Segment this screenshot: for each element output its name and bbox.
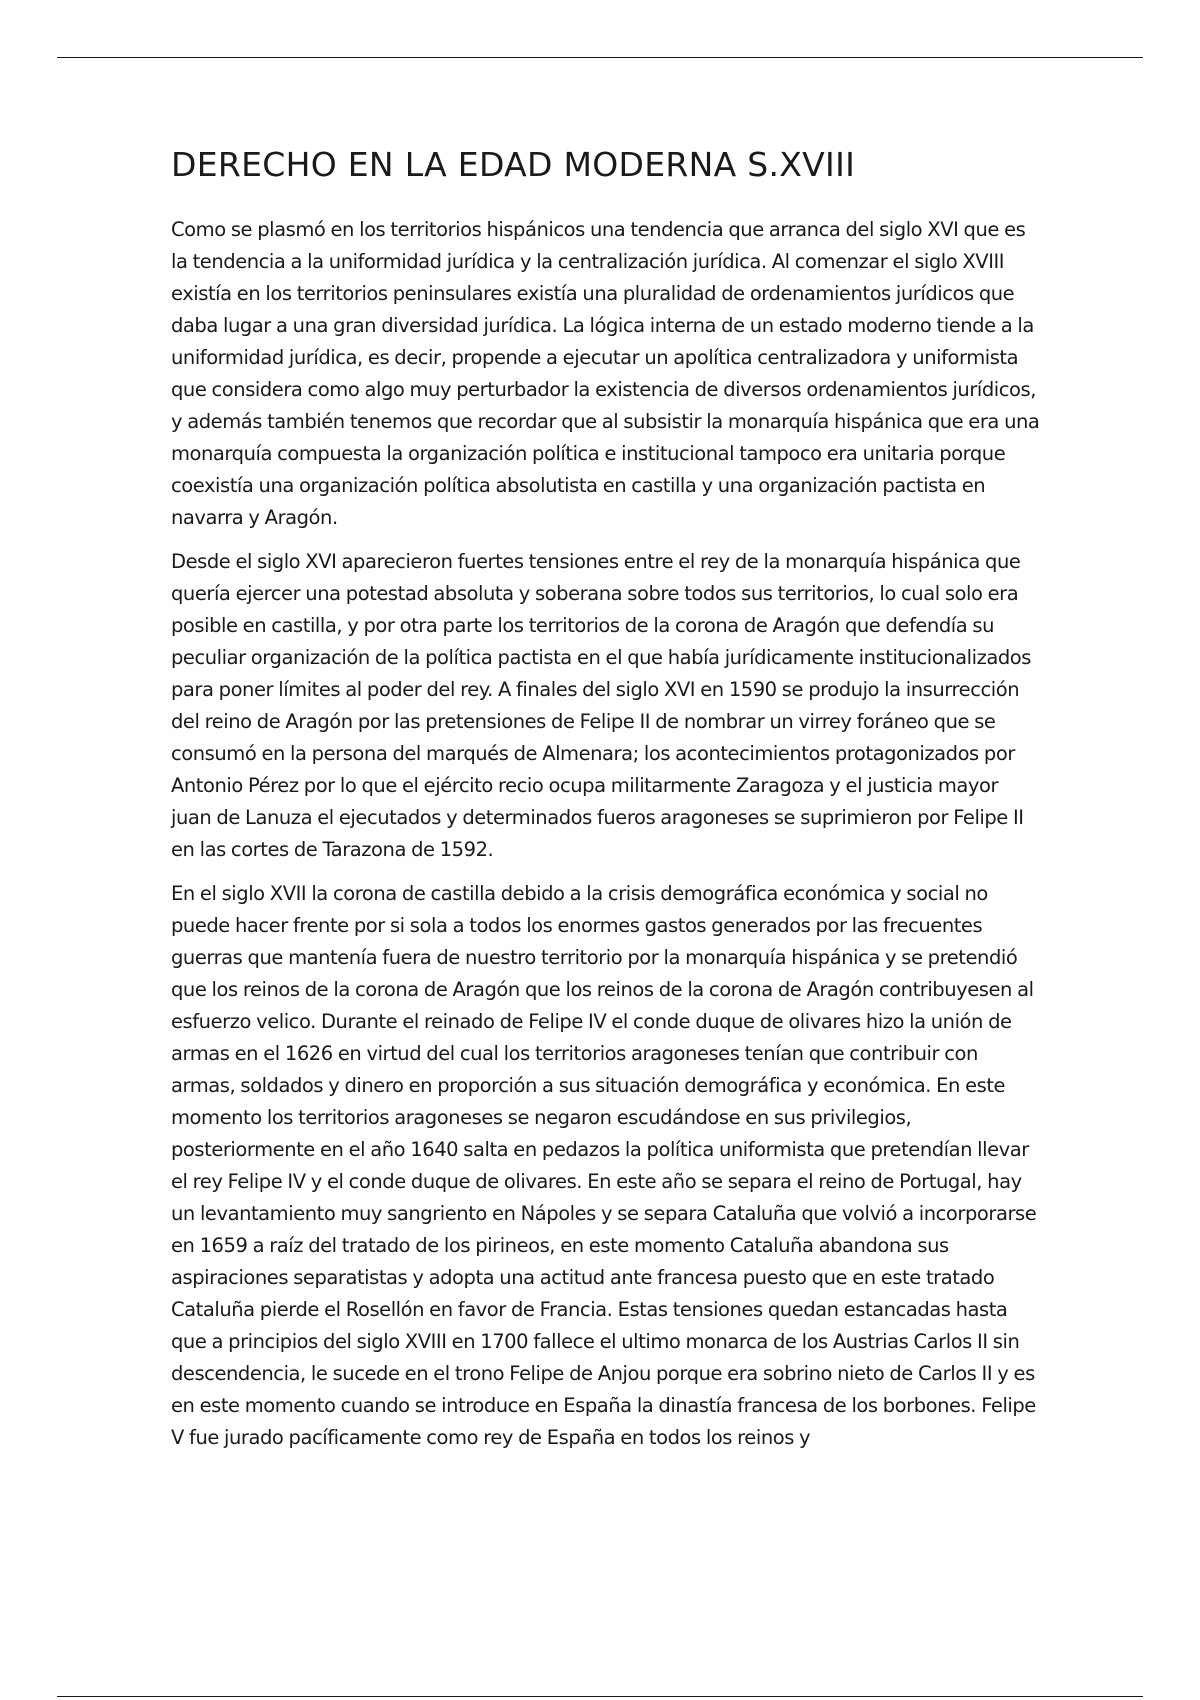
paragraph-2: Desde el siglo XVI aparecieron fuertes tensiones entre el rey de la monarquía hispánica que quería ejercer una potestad absoluta y soberana sobre todos sus territorios, lo cual solo era posible en castilla, y por otra parte los territorios de la corona de Aragón que defendía su peculiar organización de la política pactista en el que había jurídicamente institucionalizados para poner límites al poder del rey. A finales del siglo XVI en 1590 se produjo la insurrección del reino de Aragón por las pretensiones de Felipe II de nombrar un virrey foráneo que se consumó en la persona del marqués de Almenara; los acontecimientos protagonizados por Antonio Pérez por lo que el ejército recio ocupa militarmente Zaragoza y el justicia mayor juan de Lanuza el ejecutados y determinados fueros aragoneses se suprimieron por Felipe II en las cortes de Tarazona de 1592. bbox=[171, 550, 1031, 861]
document-body bbox=[171, 138, 1041, 1466]
document-title: DERECHO EN LA EDAD MODERNA S.XVIII bbox=[171, 145, 856, 184]
footer-rule bbox=[57, 1696, 1143, 1697]
paragraph-1: Como se plasmó en los territorios hispánicos una tendencia que arranca del siglo XVI que es la tendencia a la uniformidad jurídica y la centralización jurídica. Al comenzar el siglo XVIII existía en los territorios peninsulares existía una pluralidad de ordenamientos jurídicos que daba lugar a una gran diversidad jurídica. La lógica interna de un estado moderno tiende a la uniformidad jurídica, es decir, propende a ejecutar un apolítica centralizadora y uniformista que considera como algo muy perturbador la existencia de diversos ordenamientos jurídicos, y además también tenemos que recordar que al subsistir la monarquía hispánica que era una monarquía compuesta la organización política e institucional tampoco era unitaria porque coexistía una organización política absolutista en castilla y una organización pactista en navarra y Aragón. bbox=[171, 218, 1040, 529]
header-rule bbox=[57, 57, 1143, 58]
paragraph-3: En el siglo XVII la corona de castilla debido a la crisis demográfica económica y social no puede hacer frente por si sola a todos los enormes gastos generados por las frecuentes guerras que mantenía fuera de nuestro territorio por la monarquía hispánica y se pretendió que los reinos de la corona de Aragón que los reinos de la corona de Aragón contribuyesen al esfuerzo velico. Durante el reinado de Felipe IV el conde duque de olivares hizo la unión de armas en el 1626 en virtud del cual los territorios aragoneses tenían que contribuir con armas, soldados y dinero en proporción a sus situación demográfica y económica. En este momento los territorios aragoneses se negaron escudándose en sus privilegios, posteriormente en el año 1640 salta en pedazos la política uniformista que pretendían llevar el rey Felipe IV y el conde duque de olivares. En este año se separa el reino de Portugal, hay un levantamiento muy sangriento en Nápoles y se separa Cataluña que volvió a incorporarse en 1659 a raíz del tratado de los pirineos, en este momento Cataluña abandona sus aspiraciones separatistas y adopta una actitud ante francesa puesto que en este tratado Cataluña pierde el Rosellón en favor de Francia. Estas tensiones quedan estancadas hasta que a principios del siglo XVIII en 1700 fallece el ultimo monarca de los Austrias Carlos II sin descendencia, le sucede en el trono Felipe de Anjou porque era sobrino nieto de Carlos II y es en este momento cuando se introduce en España la dinastía francesa de los borbones. Felipe V fue jurado pacíficamente como rey de España en todos los reinos y bbox=[171, 882, 1037, 1449]
